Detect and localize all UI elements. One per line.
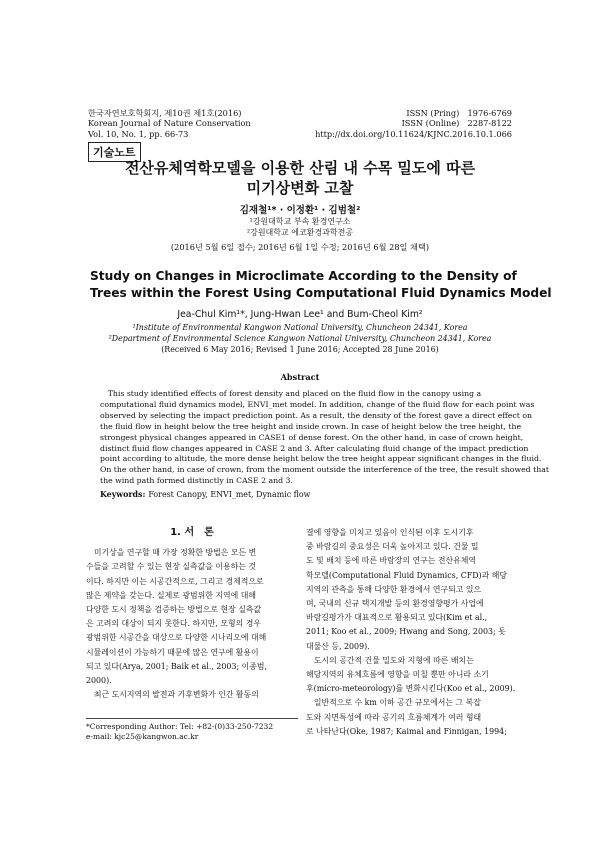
abstract-body [100, 389, 549, 487]
keywords-label: Keywords: [100, 490, 146, 499]
body-line: 일반적으로 수 km 이하 공간 규모에서는 그 복잡 [306, 698, 481, 708]
keywords-list: Forest Canopy, ENVI_met, Dynamic flow [148, 490, 311, 499]
body-line: 미기상을 연구할 때 가장 정확한 방법은 모든 변 [86, 548, 257, 558]
body-line: 되고 있다(Arya, 2001; Baik et al., 2003; 이종범, [86, 661, 268, 671]
abstract-line: point according to altitude, the more dense height below the tree height appear significant changes in the fluid. [100, 454, 542, 464]
body-line: 시뮬레이션이 가능하기 때문에 많은 연구에 활용이 [86, 647, 259, 657]
corresponding-author-email[interactable]: e-mail: kjc25@kangwon.ac.kr [86, 732, 199, 741]
body-column-right [306, 526, 518, 739]
body-line: 이다. 하지만 이는 시공간적으로, 그리고 경제적으로 [86, 576, 264, 586]
article-type-badge: 기술노트 [88, 142, 141, 162]
body-line: 바람길평가가 대표적으로 활용되고 있다(Kim et al., [306, 613, 488, 623]
body-line: 도 및 배치 등에 따른 바람장의 연구는 전산유체역 [306, 556, 477, 566]
body-line: 은 고려의 대상이 되지 못한다. 하지만, 모형의 경우 [86, 619, 262, 629]
journal-name-ko: 한국자연보호학회지, 제10권 제1호(2016) [88, 108, 242, 118]
korean-title [90, 158, 510, 198]
body-line: 2011; Koo et al., 2009; Hwang and Song, 2003; 돗 [306, 627, 506, 637]
section-title: 1. 서 론 [170, 527, 214, 538]
abstract-line: observed by selecting the impact prediction point. As a result, the density of the forest gave a direct effect on [100, 410, 532, 420]
body-line: 최근 도시지역의 발전과 기후변화가 인간 활동의 [86, 690, 259, 700]
korean-title-line: 미기상변화 고찰 [246, 179, 354, 197]
body-line: 며, 국내의 신규 택지개발 등의 환경영향평가 사업에 [306, 599, 484, 609]
body-line: 많은 제약을 갖는다. 실제로 광범위한 지역에 대해 [86, 590, 257, 600]
body-line: 해당지역의 유체흐름에 영향을 미칠 뿐만 아니라 소기 [306, 670, 489, 680]
body-line: 로 나타난다(Oke, 1987; Kaimal and Finnigan, 1994; [306, 726, 507, 736]
english-title-line: Study on Changes in Microclimate According to the Density of [90, 269, 517, 283]
body-line: 대물산 등, 2009). [306, 641, 370, 651]
abstract-line: This study identified effects of forest density and placed on the fluid flow in the canopy using a [100, 389, 482, 398]
body-line: 후(micro-meteorology)를 변화시킨다(Koo et al., 2009). [306, 684, 516, 694]
korean-affiliation: ¹강원대학교 부속 환경연구소 [249, 217, 351, 226]
english-affiliation: ²Department of Environmental Science Kangwon National University, Chuncheon 24341, Korea [108, 333, 492, 343]
body-line: 다양한 도시 정책을 검증하는 방법으로 현장 실측값 [86, 605, 262, 615]
english-title [90, 268, 552, 301]
abstract-line: the wind path formed distinctly in CASE 2 and 3. [100, 476, 293, 486]
corresponding-author-tel: *Corresponding Author: Tel: +82-(0)33-250-7232 [86, 722, 274, 731]
body-line: 학모델(Computational Fluid Dynamics, CFD)과 해당 [306, 570, 508, 580]
body-line: 결에 영향을 미치고 있음이 인식된 이후 도시기후 [306, 528, 474, 537]
abstract-heading: Abstract [280, 372, 320, 382]
issn-print: ISSN (Pring) 1976-6769 [406, 108, 512, 118]
body-line: 중 바람길의 중요성은 더욱 높아지고 있다. 건물 밀 [306, 542, 479, 552]
doi-link[interactable]: http://dx.doi.org/10.11624/KJNC.2016.10.1.066 [315, 128, 512, 139]
korean-affiliation: ²강원대학교 에코환경과학전공 [246, 227, 354, 237]
corresponding-author-footnote [86, 718, 298, 742]
abstract-line: On the other hand, in case of crown, from the moment outside the interference of the tree, the result showed that [100, 465, 549, 475]
keywords [100, 490, 310, 499]
abstract-line: the fluid flow in height below the tree height and inside crown. In case of height below the tree height, the [100, 421, 522, 431]
english-affiliation: ¹Institute of Environmental Kangwon National University, Chuncheon 24341, Korea [132, 323, 468, 332]
english-title-line: Trees within the Forest Using Computational Fluid Dynamics Model [90, 285, 552, 300]
abstract-line: strongest physical changes appeared in CASE1 of dense forest. On the other hand, in case of crown height, [100, 432, 524, 442]
korean-authors: 김재철¹* · 이정환¹ · 김범철² [239, 205, 361, 216]
korean-title-line: 전산유체역학모델을 이용한 산림 내 수목 밀도에 따른 [124, 159, 476, 177]
abstract-line: computational fluid dynamics model, ENVI_met model. In addition, change of the fluid flow for each point was [100, 399, 535, 409]
journal-header-right [252, 108, 512, 139]
body-line: 도와 지면특성에 따라 공기의 흐름체계가 여러 형태 [306, 712, 482, 722]
abstract-line: distinct fluid flow changes appeared in CASE 2 and 3. After calculating fluid change of the impact prediction [100, 443, 529, 453]
body-line: 도시의 공간적 건물 밀도와 지형에 따른 배치는 [306, 655, 474, 665]
english-dates: (Received 6 May 2016; Revised 1 June 2016; Accepted 28 June 2016) [161, 344, 439, 354]
journal-name-en: Korean Journal of Nature Conservation [88, 118, 251, 129]
korean-affiliations [0, 217, 600, 238]
body-line: 광범위한 시공간을 대상으로 다양한 시나리오에 대해 [86, 633, 267, 643]
body-column-left [86, 526, 298, 702]
issn-online: ISSN (Online) 2287-8122 [401, 118, 512, 129]
journal-volume: Vol. 10, No. 1, pp. 66-73 [88, 128, 189, 139]
english-authors: Jea-Chul Kim¹*, Jung-Hwan Lee¹ and Bum-Cheol Kim² [177, 309, 423, 320]
body-line: 수들을 고려할 수 있는 현장 실측값을 이용하는 것 [86, 562, 257, 572]
body-line: 2000). [86, 676, 112, 686]
body-line: 지역의 관측을 통해 다양한 환경에서 연구되고 있으 [306, 584, 482, 594]
korean-dates: (2016년 5월 6일 접수; 2016년 6월 1일 수정; 2016년 6월 28일 채택) [170, 242, 430, 252]
english-affiliations [0, 323, 600, 355]
